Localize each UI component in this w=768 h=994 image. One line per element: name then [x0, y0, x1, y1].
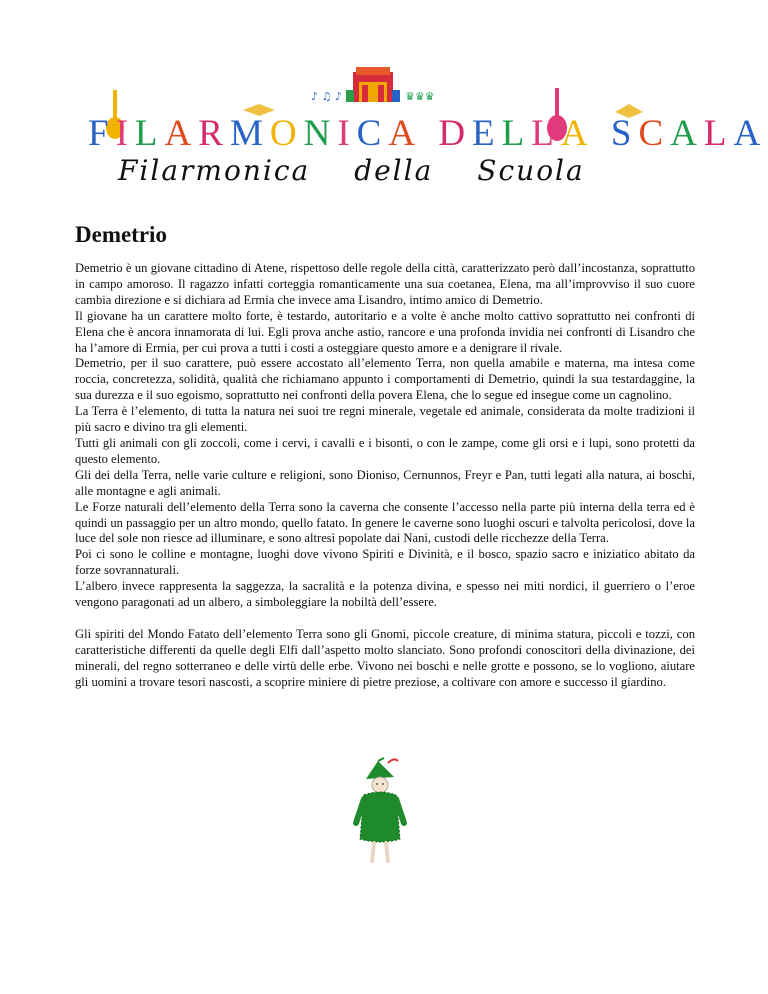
gnome-icon — [348, 757, 418, 865]
logo-subtitle-word: Scuola — [477, 154, 585, 187]
paragraph: Il giovane ha un carattere molto forte, è testardo, autoritario e a volte è anche molto cattivo soprattutto nei confronti di Elena che è ancora innamorata di lui. Egli prova anche astio, rancore e una profonda invidia nei confronti di Lisandro che ha l’amore di Ermia, per cui prova a tutti i costi a osteggiare questo amore e a denigrare il rivale. — [75, 308, 695, 355]
paragraph: Gli dei della Terra, nelle varie culture e religioni, sono Dioniso, Cernunnos, Freyr e Pan, tutti legati alla natura, ai boschi, alle montagne e agli animali. — [75, 467, 695, 498]
document-body — [75, 261, 695, 690]
logo-subtitle — [118, 154, 658, 194]
paragraph: Le Forze naturali dell’elemento della Terra sono la caverna che consente l’accesso nella parte più interna della terra ed è quindi un passaggio per un altro mondo, quello fatato. In genere le caverne sono luoghi oscuri e talvolta pericolosi, dove la luce del sole non riesce ad illuminare, e sono altresì popolate dai Nani, custodi delle ricchezze della Terra. — [75, 499, 695, 546]
svg-text:♪ ♫ ♪: ♪ ♫ ♪ — [311, 90, 342, 103]
paragraph: La Terra è l’elemento, di tutta la natura nei suoi tre regni minerale, vegetale ed animale, considerata da molte tradizioni il più sacro e divino tra gli elementi. — [75, 404, 695, 435]
logo-title: FILARMONICA DELLA SCALA — [88, 113, 768, 154]
logo-subtitle-word: Filarmonica — [118, 154, 311, 187]
theatre-icon — [346, 67, 400, 102]
header-logo — [0, 60, 768, 190]
paragraph: Demetrio, per il suo carattere, può essere accostato all’elemento Terra, non quella amabile e materna, ma intesa come roccia, concretezza, solidità, qualità che richiamano appunto i comportamenti di Demetrio, quindi la sua testardaggine, la sua durezza e il suo egoismo, soprattutto nei confronti della povera Elena, che lo segue ed insegue come un cagnolino. — [75, 356, 695, 403]
paragraph: Gli spiriti del Mondo Fatato dell’elemento Terra sono gli Gnomi, piccole creature, di minima statura, piccoli e tozzi, con caratteristiche differenti da quelle degli Elfi dall’aspetto molto slanciato. Sono profondi conoscitori della divinazione, dei minerali, del regno sotterraneo e delle virtù delle erbe. Vivono nei boschi e nelle grotte e possono, se lo vogliono, aiutare gli uomini a trovare tesori nascosti, a scoprire miniere di pietre preziose, a coltivare con amore e successo il giardino. — [75, 626, 695, 689]
paragraph: Tutti gli animali con gli zoccoli, come i cervi, i cavalli e i bisonti, o con le zampe, come gli orsi e i lupi, sono protetti da questo elemento. — [75, 435, 695, 466]
paragraph: Demetrio è un giovane cittadino di Atene, rispettoso delle regole della città, caratterizzato però dall’incostanza, soprattutto in campo amoroso. Il ragazzo infatti corteggia romanticamente una sua coetanea, Elena, ma all’improvviso il suo cuore cambia direzione e si dichiara ad Ermia che invece ama Lisandro, intimo amico di Demetrio. — [75, 261, 695, 307]
svg-text:♛♛♛: ♛♛♛ — [405, 90, 435, 103]
paragraph: Poi ci sono le colline e montagne, luoghi dove vivono Spiriti e Divinità, e il bosco, spazio sacro e iniziatico abitato da forze sovrannaturali. — [75, 547, 695, 578]
logo-subtitle-word: della — [354, 154, 434, 187]
paragraph: L’albero invece rappresenta la saggezza, la sacralità e la potenza divina, e spesso nei miti nordici, il guerriero o l’eroe vengono paragonati ad un albero, a simboleggiare la nobiltà dell’essere. — [75, 579, 695, 610]
page-title: Demetrio — [75, 222, 167, 247]
